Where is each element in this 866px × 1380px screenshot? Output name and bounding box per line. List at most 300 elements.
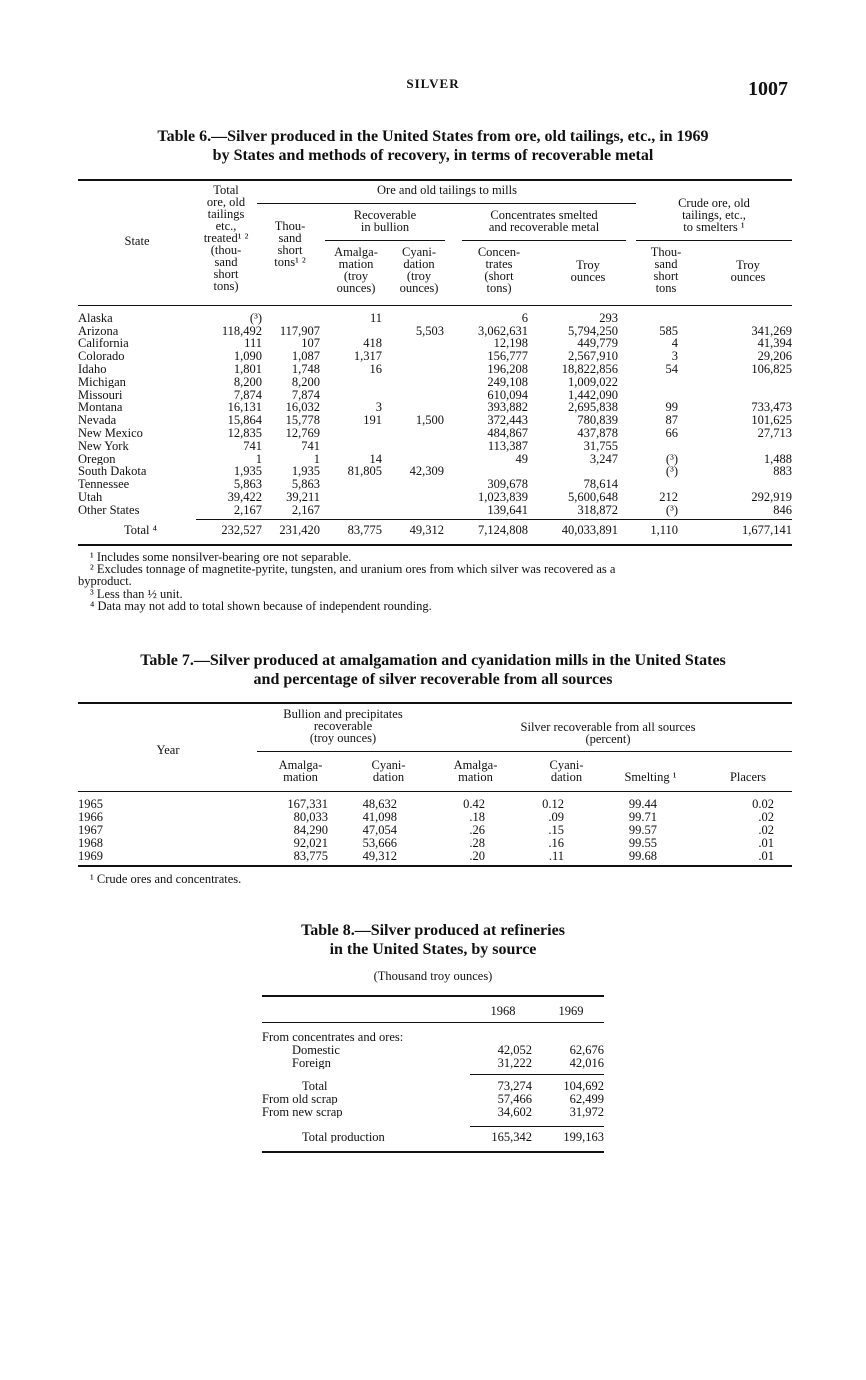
table6-cell: 2,167 bbox=[233, 502, 262, 517]
table7-cell: .01 bbox=[758, 836, 774, 850]
table6-cell bbox=[320, 503, 382, 516]
hdr-line: (troy ounces) bbox=[309, 731, 377, 745]
table6-header bbox=[78, 180, 792, 304]
table8-cell: 31,222 bbox=[497, 1056, 532, 1070]
table6-cell: 16 bbox=[369, 361, 382, 376]
state-name: Nevada bbox=[78, 413, 117, 427]
table6-title bbox=[60, 127, 806, 165]
table6-cell: 1 bbox=[313, 451, 320, 466]
table6-cell bbox=[618, 477, 678, 490]
state-name: Arizona bbox=[78, 323, 119, 337]
table6-cell bbox=[678, 375, 792, 388]
table6-cell: 1,090 bbox=[233, 349, 262, 364]
table8-cell: 31,972 bbox=[569, 1105, 604, 1119]
state-name: Other States bbox=[78, 502, 140, 516]
table8-row bbox=[262, 1043, 604, 1056]
table6-cell: 196,208 bbox=[487, 361, 528, 376]
table7-cell: 92,021 bbox=[293, 836, 328, 850]
table6-row bbox=[78, 413, 792, 426]
table6-footnote-3: ³ Less than ½ unit. bbox=[90, 587, 183, 601]
table8-title-line1: Table 8.—Silver produced at refineries bbox=[301, 922, 565, 939]
table8-row bbox=[262, 1069, 604, 1092]
total-cell: 49,312 bbox=[409, 523, 444, 537]
table6-cell: 49 bbox=[515, 451, 528, 466]
table6-concentrates-group bbox=[462, 209, 626, 233]
hdr-line: tons bbox=[655, 281, 677, 295]
table6-cell: 6 bbox=[521, 310, 528, 325]
table6-cell: 393,882 bbox=[487, 400, 528, 415]
hdr-line: dation bbox=[550, 770, 583, 784]
table8-col-1968: 1968 bbox=[490, 1004, 516, 1018]
table6-cell: 5,600,648 bbox=[568, 489, 618, 504]
table6-cell: 78,614 bbox=[583, 477, 618, 492]
table7-bottom-rule bbox=[78, 865, 792, 867]
table6-cell bbox=[320, 477, 382, 490]
hdr-line: mation bbox=[338, 257, 374, 271]
year-cell: 1967 bbox=[78, 823, 103, 836]
table7-row bbox=[78, 849, 792, 862]
table6-cell bbox=[678, 477, 792, 490]
table6-cell: 113,387 bbox=[487, 438, 528, 453]
total-cell: 1,110 bbox=[650, 523, 678, 537]
table7-title-line2: and percentage of silver recoverable from all sources bbox=[253, 671, 613, 688]
table6-cell: 117,907 bbox=[279, 323, 320, 338]
table6-col-crude-tons bbox=[638, 246, 694, 294]
table7-title bbox=[60, 651, 806, 689]
hdr-line: (percent) bbox=[585, 732, 631, 746]
table6-cell: 1,488 bbox=[763, 451, 792, 466]
table6-cell bbox=[382, 375, 444, 388]
table8-cell: 62,676 bbox=[569, 1043, 604, 1057]
table6-cell: 1,442,090 bbox=[568, 387, 618, 402]
table6-cell bbox=[618, 388, 678, 401]
table7-cell: 48,632 bbox=[362, 797, 397, 811]
table6-col-amalgamation bbox=[325, 246, 387, 294]
hdr-line: Recoverable bbox=[353, 208, 417, 222]
table6-cell: 1,023,839 bbox=[478, 489, 528, 504]
total-cell: 7,124,808 bbox=[478, 523, 528, 537]
hdr-line: in bullion bbox=[360, 220, 410, 234]
table6-cell bbox=[528, 465, 618, 478]
hdr-line: Amalga- bbox=[334, 245, 378, 259]
state-name: California bbox=[78, 336, 129, 350]
table8-col-1969: 1969 bbox=[558, 1004, 584, 1018]
hdr-line: Thou- bbox=[274, 219, 306, 233]
table6-cell: 293 bbox=[599, 310, 618, 325]
table6-col-cyanidation bbox=[388, 246, 450, 294]
state-name: Michigan bbox=[78, 374, 126, 388]
hdr-line: ounces bbox=[730, 270, 766, 284]
table6-cell: 29,206 bbox=[757, 349, 792, 364]
table6-crude-group bbox=[636, 197, 792, 233]
table6-cell: 741 bbox=[301, 438, 320, 453]
table6-title-line2: by States and methods of recovery, in terms of recoverable metal bbox=[212, 147, 654, 164]
table6-footnote-4: ⁴ Data may not add to total shown because of independent rounding. bbox=[90, 599, 432, 613]
table6-row bbox=[78, 401, 792, 414]
table6-cell: 18,822,856 bbox=[561, 361, 618, 376]
hdr-line: to smelters ¹ bbox=[683, 220, 745, 234]
state-name: Montana bbox=[78, 400, 123, 414]
table6-cell: 8,200 bbox=[233, 374, 262, 389]
table7-cell: .15 bbox=[548, 823, 564, 837]
table6-cell: 1 bbox=[255, 451, 262, 466]
table6-footnote-2-cont: byproduct. bbox=[78, 574, 132, 588]
table7-bullion-group bbox=[258, 708, 428, 744]
total-cell: 232,527 bbox=[221, 523, 262, 537]
table7-cell: .01 bbox=[758, 849, 774, 863]
table7-row bbox=[78, 823, 792, 836]
table6-cell: (³) bbox=[665, 502, 678, 517]
state-name: Idaho bbox=[78, 362, 107, 375]
table6-cell bbox=[382, 401, 444, 414]
table7-header bbox=[78, 704, 792, 790]
table7-head-rule bbox=[78, 791, 792, 792]
table6-cell: 139,641 bbox=[487, 502, 528, 517]
table8-body bbox=[262, 1043, 604, 1143]
table6-cell bbox=[320, 490, 382, 503]
table6-recoverable-bullion bbox=[325, 209, 445, 233]
table6-col-crude-troy bbox=[708, 259, 788, 283]
hdr-line: treated¹ ² bbox=[203, 231, 249, 245]
table7-cell: 99.57 bbox=[628, 823, 657, 837]
table6-cell: 191 bbox=[363, 413, 382, 428]
year-cell: 1965 bbox=[78, 797, 103, 810]
table6-cell: 484,867 bbox=[487, 425, 528, 440]
table6-cell bbox=[382, 311, 444, 324]
table8-label: Foreign bbox=[292, 1056, 331, 1069]
table6-cell: 5,794,250 bbox=[568, 323, 618, 338]
hdr-line: sand bbox=[214, 255, 238, 269]
table6-head-rule bbox=[78, 305, 792, 306]
table6-cell: 99 bbox=[665, 400, 678, 415]
table8-cell: 57,466 bbox=[497, 1092, 532, 1106]
hdr-line: trates bbox=[485, 257, 513, 271]
table7-cell: .18 bbox=[469, 810, 485, 824]
table6-cell bbox=[618, 375, 678, 388]
table7-title-line1: Table 7.—Silver produced at amalgamation and cyanidation mills in the United States bbox=[140, 652, 726, 669]
table7-cell: .20 bbox=[469, 849, 485, 863]
table8-cell: 104,692 bbox=[563, 1079, 604, 1093]
table6-total bbox=[78, 524, 792, 536]
table6-cell bbox=[262, 311, 320, 324]
total-cell: 83,775 bbox=[347, 523, 382, 537]
hdr-line: dation bbox=[403, 257, 435, 271]
table7-cell: .28 bbox=[469, 836, 485, 850]
hdr-line: Thou- bbox=[650, 245, 682, 259]
hdr-line: dation bbox=[372, 770, 405, 784]
table7-cell: 0.42 bbox=[463, 797, 485, 811]
table6-cell: 42,309 bbox=[409, 464, 444, 479]
table6-cell: (³) bbox=[249, 310, 262, 325]
hdr-line: Cyani- bbox=[549, 758, 584, 772]
page-number: 1007 bbox=[748, 78, 788, 100]
table6-cell bbox=[382, 349, 444, 362]
table6-row bbox=[78, 490, 792, 503]
table6-cell: 27,713 bbox=[757, 425, 792, 440]
hdr-line: Cyani- bbox=[371, 758, 406, 772]
table7-cell: 80,033 bbox=[293, 810, 328, 824]
table8-cell: 73,274 bbox=[497, 1079, 532, 1093]
table8-label: Total bbox=[302, 1079, 328, 1092]
table6-cell: 5,863 bbox=[233, 477, 262, 492]
running-head: SILVER bbox=[406, 76, 460, 91]
total-cell: 231,420 bbox=[279, 523, 320, 537]
table6-cell: 780,839 bbox=[577, 413, 618, 428]
table8-bottom-rule bbox=[262, 1151, 604, 1153]
table6-body bbox=[78, 311, 792, 516]
table6-cell: 156,777 bbox=[487, 349, 528, 364]
table6-cell: 3,062,631 bbox=[478, 323, 528, 338]
table6-cell: 12,769 bbox=[285, 425, 320, 440]
table6-cell: (³) bbox=[665, 464, 678, 479]
hdr-line: Troy bbox=[576, 258, 600, 272]
table7-row bbox=[78, 810, 792, 823]
hdr-line: mation bbox=[458, 770, 493, 784]
hdr-line: recoverable bbox=[313, 719, 373, 733]
table6-row bbox=[78, 477, 792, 490]
hdr-line: tailings bbox=[207, 207, 245, 221]
table6-cell bbox=[678, 311, 792, 324]
table7-cell: .09 bbox=[548, 810, 564, 824]
hdr-line: tons) bbox=[486, 281, 512, 295]
table6-cell: 3,247 bbox=[589, 451, 618, 466]
hdr-line: Cyani- bbox=[401, 245, 437, 259]
table7-cell: 99.71 bbox=[628, 810, 657, 824]
table6-cell bbox=[382, 426, 444, 439]
table6-col-concentrates bbox=[462, 246, 536, 294]
table6-cell: 41,394 bbox=[757, 336, 792, 351]
table6-cell: 212 bbox=[659, 489, 678, 504]
table6-cell: 101,625 bbox=[751, 413, 792, 428]
state-name: Colorado bbox=[78, 349, 125, 363]
table7-footnote: ¹ Crude ores and concentrates. bbox=[90, 872, 242, 886]
table6-cell bbox=[382, 388, 444, 401]
table6-footnote-1: ¹ Includes some nonsilver-bearing ore not separable. bbox=[90, 550, 352, 564]
table8-row bbox=[262, 1056, 604, 1069]
table6-footnote-2: ² Excludes tonnage of magnetite-pyrite, tungsten, and uranium ores from which silver was recovered as a bbox=[90, 562, 616, 576]
hdr-line: ore, old bbox=[206, 195, 246, 209]
table6-cell: 341,269 bbox=[751, 323, 792, 338]
table7-cell: 99.68 bbox=[628, 849, 657, 863]
table6-cell bbox=[382, 439, 444, 452]
year-cell: 1969 bbox=[78, 849, 103, 862]
table6-cell: 449,779 bbox=[577, 336, 618, 351]
state-name: Utah bbox=[78, 490, 103, 503]
hdr-line: short bbox=[277, 243, 303, 257]
table6-cell: 1,801 bbox=[233, 361, 262, 376]
table6-total-rule bbox=[196, 519, 792, 520]
hdr-line: short bbox=[213, 267, 239, 281]
hdr-line: sand bbox=[278, 231, 302, 245]
hdr-line: Silver recoverable from all sources bbox=[520, 720, 696, 734]
table6-cell: 3 bbox=[375, 400, 382, 415]
table8-head-rule bbox=[262, 1022, 604, 1023]
table6-col-thousand-short-tons bbox=[262, 220, 318, 268]
table8-title-line2: in the United States, by source bbox=[329, 941, 537, 958]
table8-top-rule bbox=[262, 995, 604, 997]
hdr-line: Bullion and precipitates bbox=[283, 707, 403, 721]
table6-cell: 5,503 bbox=[415, 323, 444, 338]
table6-cell: 106,825 bbox=[751, 361, 792, 376]
table6-cell: 12,198 bbox=[493, 336, 528, 351]
hdr-line: ounces) bbox=[399, 281, 439, 295]
table6-cell bbox=[678, 439, 792, 452]
table7-cell: .02 bbox=[758, 810, 774, 824]
table6-col-troy-ounces bbox=[548, 259, 628, 283]
table6-cell: 87 bbox=[665, 413, 678, 428]
table8-label: From old scrap bbox=[262, 1092, 338, 1105]
hdr-line: Concen- bbox=[477, 245, 521, 259]
table6-cell bbox=[382, 362, 444, 375]
hdr-line: mation bbox=[283, 770, 318, 784]
table6-row bbox=[78, 375, 792, 388]
table6-cell: 8,200 bbox=[291, 374, 320, 389]
table6-cell: 11 bbox=[369, 310, 382, 325]
table7-cell: .11 bbox=[548, 849, 564, 863]
table6-cell: 1,935 bbox=[233, 464, 262, 479]
hdr-line: tons¹ ² bbox=[274, 255, 306, 269]
table7-cell: 84,290 bbox=[293, 823, 328, 837]
hdr-line: tons) bbox=[213, 279, 239, 293]
table6-cell: 39,422 bbox=[227, 489, 262, 504]
table7-sources-group bbox=[438, 721, 778, 745]
state-name: Alaska bbox=[78, 311, 113, 324]
table6-cell bbox=[320, 375, 382, 388]
table8-label: Total production bbox=[302, 1130, 385, 1143]
table6-cell: 3 bbox=[671, 349, 678, 364]
table7-cell: 0.02 bbox=[752, 797, 774, 811]
hdr-line: ounces) bbox=[336, 281, 376, 295]
total-cell: 1,677,141 bbox=[742, 523, 792, 537]
table6-row bbox=[78, 426, 792, 439]
table6-cell: 31,755 bbox=[583, 438, 618, 453]
table6-cell: 2,167 bbox=[291, 502, 320, 517]
table6-title-line1: Table 6.—Silver produced in the United States from ore, old tailings, etc., in 1969 bbox=[157, 128, 709, 145]
table8-label: Domestic bbox=[292, 1043, 340, 1056]
table8-title bbox=[0, 921, 866, 959]
hdr-line: etc., bbox=[215, 219, 237, 233]
table6-cell bbox=[444, 465, 528, 478]
table7-cell: 99.55 bbox=[628, 836, 657, 850]
table6-cell: 5,863 bbox=[291, 477, 320, 492]
table6-cell: 54 bbox=[665, 361, 678, 376]
table6-cell: 14 bbox=[369, 451, 382, 466]
table6-cell: 249,108 bbox=[487, 374, 528, 389]
table6-row bbox=[78, 388, 792, 401]
table6-bottom-rule bbox=[78, 544, 792, 546]
table7-cell: 99.44 bbox=[628, 797, 657, 811]
state-name: Oregon bbox=[78, 451, 116, 465]
table6-cell: 81,805 bbox=[347, 464, 382, 479]
table6-cell bbox=[382, 337, 444, 350]
table7-cell: 53,666 bbox=[362, 836, 397, 850]
table6-cell: 418 bbox=[363, 336, 382, 351]
table8-cell: 62,499 bbox=[569, 1092, 604, 1106]
table6-cell: 15,778 bbox=[285, 413, 320, 428]
table6-cell bbox=[382, 477, 444, 490]
table7-cell: 41,098 bbox=[362, 810, 397, 824]
table6-cell: 309,678 bbox=[487, 477, 528, 492]
table7-cell: 167,331 bbox=[287, 797, 328, 811]
table6-cell: 2,567,910 bbox=[568, 349, 618, 364]
table6-row bbox=[78, 324, 792, 337]
table6-cell bbox=[320, 388, 382, 401]
table6-cell: 883 bbox=[773, 464, 792, 479]
hdr-line: (thou- bbox=[210, 243, 242, 257]
table6-cell bbox=[618, 439, 678, 452]
table7-col-cyanidation-pct bbox=[534, 759, 599, 783]
hdr-line: short bbox=[653, 269, 679, 283]
table6-cell: 12,835 bbox=[227, 425, 262, 440]
state-name: South Dakota bbox=[78, 464, 147, 478]
hdr-line: (troy bbox=[406, 269, 432, 283]
table6-cell: 1,748 bbox=[291, 361, 320, 376]
table6-row bbox=[78, 349, 792, 362]
table7-col-amalgamation-pct bbox=[443, 759, 508, 783]
table6-cell bbox=[618, 311, 678, 324]
table6-col-state: State bbox=[124, 234, 150, 248]
table6-cell: 733,473 bbox=[751, 400, 792, 415]
table6-cell: 1,317 bbox=[353, 349, 382, 364]
total-cell: 40,033,891 bbox=[561, 523, 618, 537]
table6-cell: 1,009,022 bbox=[568, 374, 618, 389]
hdr-line: (troy bbox=[343, 269, 369, 283]
table8-subtitle: (Thousand troy ounces) bbox=[373, 969, 493, 983]
table6-cell bbox=[382, 490, 444, 503]
state-name: New York bbox=[78, 438, 129, 452]
table7-cell: 47,054 bbox=[362, 823, 397, 837]
table6-cell: 741 bbox=[243, 438, 262, 453]
state-name: New Mexico bbox=[78, 426, 143, 439]
total-label: Total ⁴ bbox=[124, 524, 157, 536]
table7-col-cyanidation bbox=[356, 759, 421, 783]
table8-cell: 165,342 bbox=[491, 1130, 532, 1144]
table6-cell: 16,131 bbox=[227, 400, 262, 415]
table7-col-year: Year bbox=[156, 743, 180, 757]
table7-cell: .16 bbox=[548, 836, 564, 850]
table6-cell: 4 bbox=[671, 336, 678, 351]
state-name: Tennessee bbox=[78, 477, 130, 491]
table7-col-amalgamation bbox=[268, 759, 333, 783]
table6-row bbox=[78, 439, 792, 452]
hdr-line: and recoverable metal bbox=[488, 220, 600, 234]
table7-cell: 49,312 bbox=[362, 849, 397, 863]
table6-cell: 610,094 bbox=[487, 387, 528, 402]
table6-ore-group: Ore and old tailings to mills bbox=[377, 183, 517, 197]
table8-cell: 34,602 bbox=[497, 1105, 532, 1119]
table6-cell bbox=[320, 439, 382, 452]
table6-cell: 66 bbox=[665, 425, 678, 440]
table6-cell bbox=[320, 324, 382, 337]
table8-cell: 42,052 bbox=[497, 1043, 532, 1057]
hdr-line: ounces bbox=[570, 270, 606, 284]
table6-cell bbox=[382, 452, 444, 465]
table6-row bbox=[78, 337, 792, 350]
table6-cell: 846 bbox=[773, 502, 792, 517]
hdr-line: Total bbox=[213, 183, 239, 197]
table6-cell: 111 bbox=[244, 336, 262, 351]
table6-cell bbox=[320, 426, 382, 439]
hdr-line: sand bbox=[654, 257, 678, 271]
table6-cell bbox=[678, 388, 792, 401]
table7-row bbox=[78, 797, 792, 810]
table6-cell: 7,874 bbox=[291, 387, 320, 402]
table6-cell: 7,874 bbox=[233, 387, 262, 402]
table8-cell: 42,016 bbox=[569, 1056, 604, 1070]
table6-cell: (³) bbox=[665, 451, 678, 466]
table6-total-row bbox=[78, 524, 792, 536]
table6-cell: 437,878 bbox=[577, 425, 618, 440]
